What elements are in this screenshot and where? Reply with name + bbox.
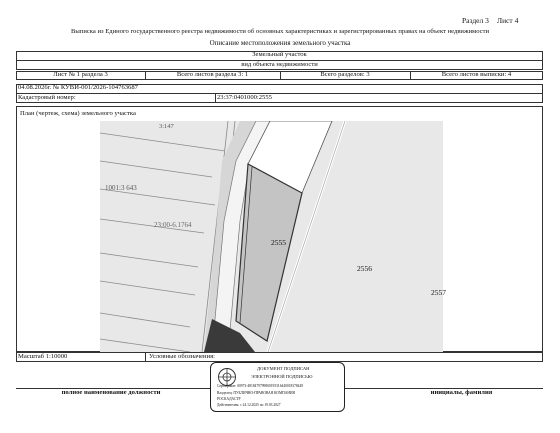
- document-subtitle: Описание местоположения земельного участка: [209, 39, 351, 47]
- scale: Масштаб 1:10000: [18, 353, 68, 360]
- document-title: Выписка из Единого государственного реестра недвижимости об основных характеристиках и зарегистрированных правах на объект недвижимости: [70, 28, 490, 35]
- stamp-line1: ДОКУМЕНТ ПОДПИСАН: [257, 366, 310, 371]
- stamp-valid: Действителен: с 24.12.2025 по 19.03.2027: [217, 403, 281, 407]
- label-parcel-2555: 2555: [271, 238, 286, 247]
- label-road: 23:00-6.1764: [154, 221, 192, 229]
- section-number: Раздел 3: [462, 16, 489, 25]
- total-sections: Всего разделов: 3: [320, 71, 370, 78]
- name-caption: инициалы, фамилия: [430, 389, 493, 396]
- stamp-line2: ЭЛЕКТРОННОЙ ПОДПИСЬЮ: [251, 374, 313, 379]
- object-type-caption: вид объекта недвижимости: [241, 61, 318, 68]
- object-type: Земельный участок: [252, 51, 307, 58]
- scale-legend-row: [16, 352, 543, 362]
- sheet-number: Лист 4: [497, 16, 519, 25]
- cadastral-label: Кадастровый номер:: [18, 94, 76, 101]
- legend: Условные обозначения:: [149, 353, 215, 360]
- label-left: 1001:3 643: [105, 184, 137, 192]
- plan-title: План (чертеж, схема) земельного участка: [20, 110, 136, 117]
- cadastral-map: [100, 121, 443, 352]
- stamp-owner2: РОСКАДАСТР: [217, 397, 241, 401]
- cadastral-value: 23:37:0401000:2555: [217, 94, 272, 101]
- sheet-no: Лист № 1 раздела 3: [53, 71, 108, 78]
- stamp-cert: Сертификат: 00973-4818479799800195316440018378449: [217, 384, 304, 388]
- e-signature-stamp: [210, 362, 345, 412]
- position-caption: полное наименование должности: [61, 389, 161, 396]
- label-parcel-2557: 2557: [431, 288, 446, 297]
- label-top: 3:147: [159, 123, 174, 130]
- date-number: 04.08.2026г. № КУВИ-001/2026-104763687: [18, 84, 138, 91]
- label-parcel-2556: 2556: [357, 264, 372, 273]
- stamp-owner: Владелец: ПУБЛИЧНО-ПРАВОВАЯ КОМПАНИЯ: [217, 391, 295, 395]
- total-sheets-extract: Всего листов выписки: 4: [441, 71, 512, 78]
- total-sheets-section: Всего листов раздела 3: 1: [176, 71, 249, 78]
